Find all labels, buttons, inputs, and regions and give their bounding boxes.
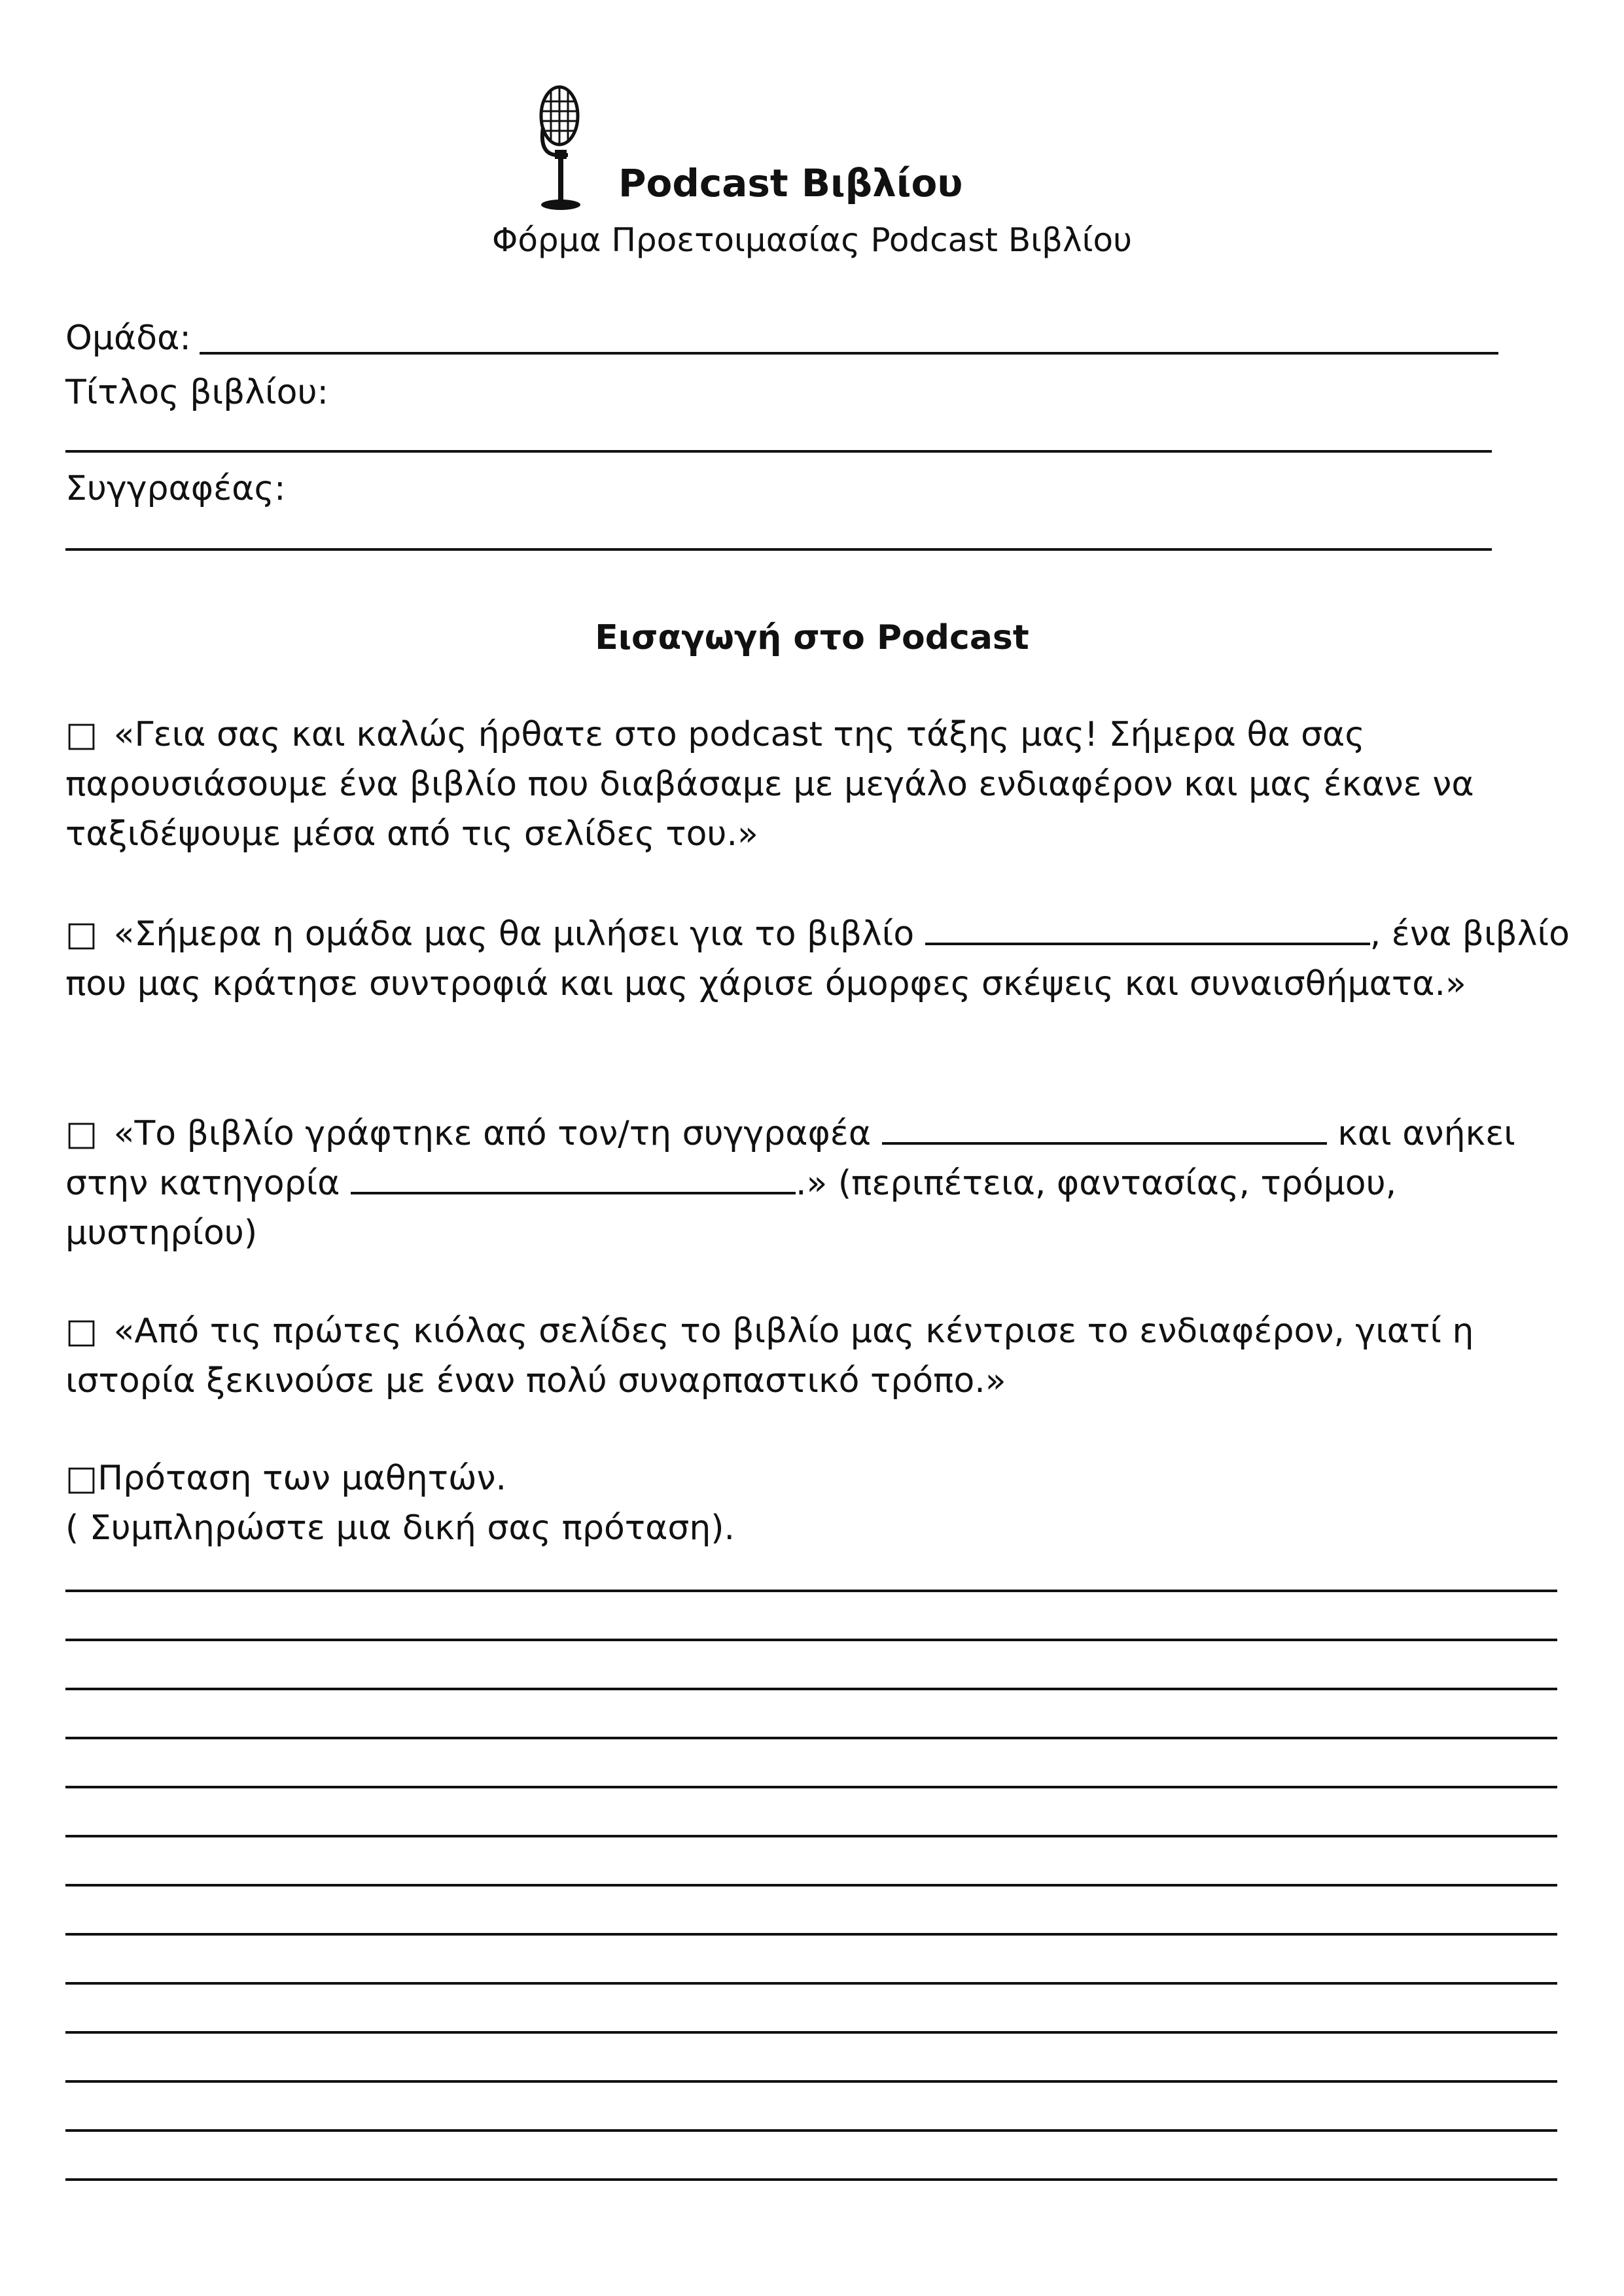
writing-line[interactable]	[65, 1688, 1557, 1690]
script-item-2	[65, 909, 1570, 1009]
group-label: Ομάδα:	[65, 319, 191, 358]
checkbox[interactable]: □	[65, 715, 98, 754]
writing-line[interactable]	[65, 2129, 1557, 2132]
checkbox[interactable]: □	[65, 1312, 98, 1351]
script-item-3-text-end: .» (περιπέτεια, φαντασίας, τρόμου, μυστηρίου)	[65, 1164, 1397, 1253]
group-field-line[interactable]	[200, 352, 1498, 355]
author-blank[interactable]	[882, 1109, 1327, 1145]
writing-line[interactable]	[65, 1982, 1557, 1985]
book-title-blank[interactable]	[925, 910, 1370, 945]
writing-line[interactable]	[65, 1737, 1557, 1739]
writing-line[interactable]	[65, 1639, 1557, 1641]
author-label: Συγγραφέας:	[65, 469, 286, 508]
script-item-1-text: «Γεια σας και καλώς ήρθατε στο podcast της τάξης μας! Σήμερα θα σας παρουσιάσουμε ένα βιβλίο που διαβάσαμε με μεγάλο ενδιαφέρον και μας έκανε να ταξιδέψουμε μέσα από τις σελίδες του.»	[65, 715, 1474, 854]
page-subtitle: Φόρμα Προετοιμασίας Podcast Βιβλίου	[491, 221, 1133, 259]
author-field-line[interactable]	[65, 548, 1492, 551]
writing-line[interactable]	[65, 2080, 1557, 2083]
checkbox[interactable]: □	[65, 1459, 98, 1498]
writing-line[interactable]	[65, 2178, 1557, 2181]
book-title-label: Τίτλος βιβλίου:	[65, 373, 329, 412]
checkbox[interactable]: □	[65, 914, 98, 954]
writing-line[interactable]	[65, 2031, 1557, 2034]
script-item-5-note: ( Συμπληρώστε μια δική σας πρόταση).	[65, 1508, 735, 1548]
page-title: Podcast Βιβλίου	[618, 161, 963, 205]
script-item-2-text-end: , ένα βιβλίο που μας κράτησε συντροφιά και μας χάρισε όμορφες σκέψεις και συναισθήματα.»	[65, 914, 1570, 1003]
writing-line[interactable]	[65, 1933, 1557, 1936]
writing-line[interactable]	[65, 1786, 1557, 1788]
script-item-4	[65, 1306, 1570, 1406]
script-item-5-text: Πρόταση των μαθητών.	[97, 1459, 507, 1498]
microphone-icon	[530, 82, 602, 213]
script-item-4-text: «Από τις πρώτες κιόλας σελίδες το βιβλίο μας κέντρισε το ενδιαφέρον, γιατί η ιστορία ξεκινούσε με έναν πολύ συναρπαστικό τρόπο.»	[65, 1312, 1474, 1400]
writing-line[interactable]	[65, 1590, 1557, 1592]
section-heading: Εισαγωγή στο Podcast	[595, 618, 1029, 657]
script-item-3-text-middle: και ανήκει στην κατηγορία	[65, 1114, 1515, 1203]
script-item-3-text-start: «Το βιβλίο γράφτηκε από τον/τη συγγραφέα	[113, 1114, 872, 1153]
writing-line[interactable]	[65, 1835, 1557, 1837]
script-item-5	[65, 1453, 1570, 1503]
script-item-3	[65, 1109, 1570, 1258]
category-blank[interactable]	[351, 1159, 796, 1194]
writing-line[interactable]	[65, 1884, 1557, 1887]
book-title-field-line[interactable]	[65, 450, 1492, 453]
script-item-2-text-start: «Σήμερα η ομάδα μας θα μιλήσει για το βιβλίο	[113, 914, 915, 954]
checkbox[interactable]: □	[65, 1114, 98, 1153]
script-item-1	[65, 710, 1570, 859]
